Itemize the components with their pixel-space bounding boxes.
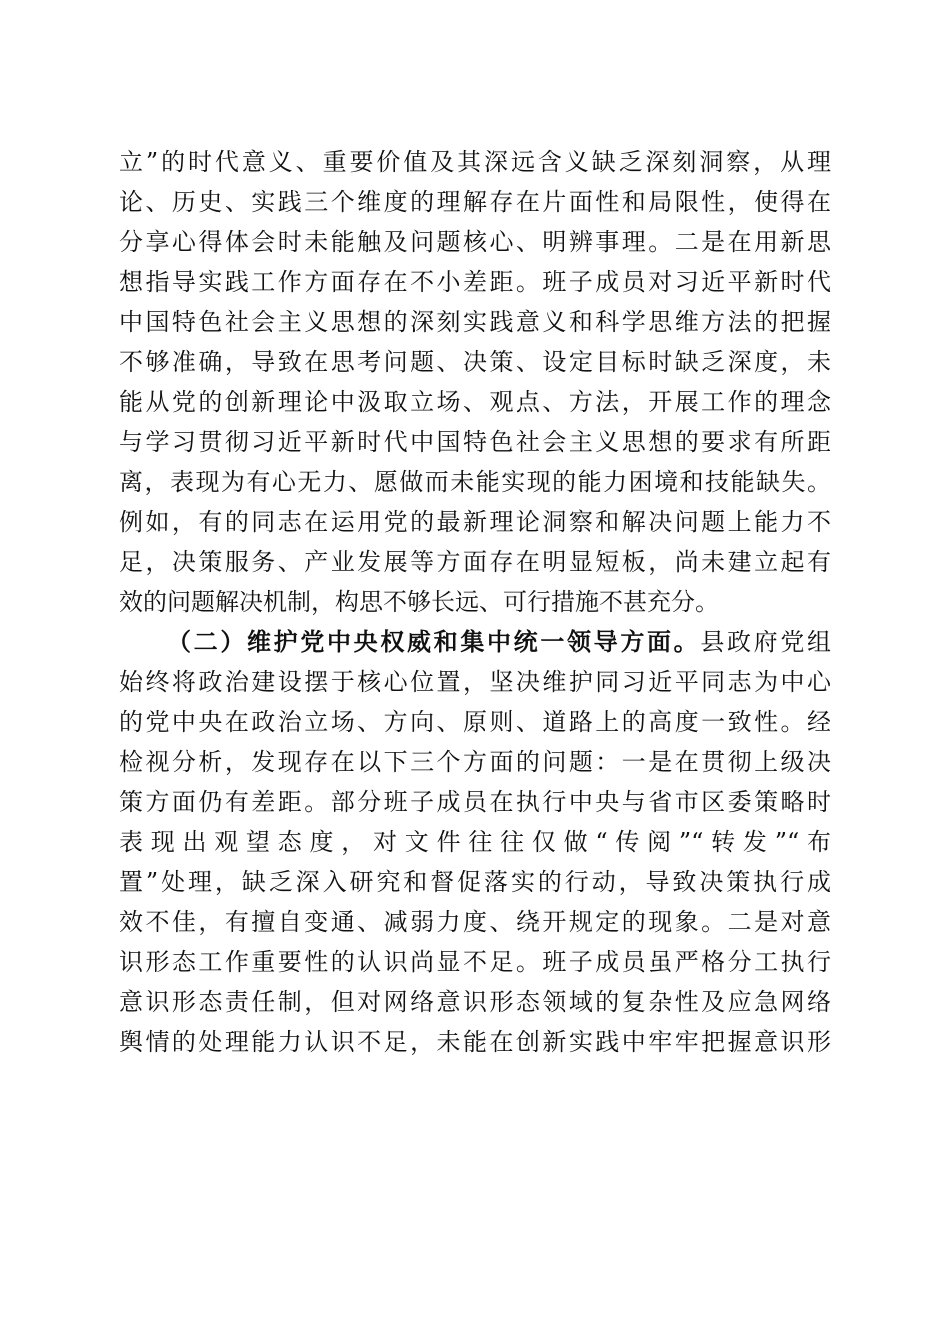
text-line: 策方面仍有差距。部分班子成员在执行中央与省市区委策略时 bbox=[119, 788, 831, 816]
text-line: 意识形态责任制，但对网络意识形态领域的复杂性及应急网络 bbox=[119, 988, 831, 1016]
text-line: 始终将政治建设摆于核心位置，坚决维护同习近平同志为中心 bbox=[119, 668, 831, 696]
text-line: 置”处理，缺乏深入研究和督促落实的行动，导致决策执行成 bbox=[119, 868, 831, 896]
text-line: 的党中央在政治立场、方向、原则、道路上的高度一致性。经 bbox=[119, 708, 831, 736]
text-line: 表现出观望态度，对文件往往仅做“传阅”“转发”“布 bbox=[119, 828, 831, 856]
text-line: 论、历史、实践三个维度的理解存在片面性和局限性，使得在 bbox=[119, 188, 831, 216]
text-line: 识形态工作重要性的认识尚显不足。班子成员虽严格分工执行 bbox=[119, 948, 831, 976]
text-line: 能从党的创新理论中汲取立场、观点、方法，开展工作的理念 bbox=[119, 388, 831, 416]
section-heading-line bbox=[119, 622, 831, 662]
text-span: 县政府党组 bbox=[700, 628, 832, 656]
text-line: 检视分析，发现存在以下三个方面的问题：一是在贯彻上级决 bbox=[119, 748, 831, 776]
text-line: 效不佳，有擅自变通、减弱力度、绕开规定的现象。二是对意 bbox=[119, 908, 831, 936]
paragraph-1 bbox=[119, 142, 831, 622]
document-body bbox=[119, 142, 831, 1062]
text-line: 离，表现为有心无力、愿做而未能实现的能力困境和技能缺失。 bbox=[119, 468, 831, 496]
text-line: 效的问题解决机制，构思不够长远、可行措施不甚充分。 bbox=[119, 588, 719, 616]
paragraph-2 bbox=[119, 622, 831, 1062]
text-line: 舆情的处理能力认识不足，未能在创新实践中牢牢把握意识形 bbox=[119, 1028, 831, 1056]
text-line: 与学习贯彻习近平新时代中国特色社会主义思想的要求有所距 bbox=[119, 428, 831, 456]
text-line: 想指导实践工作方面存在不小差距。班子成员对习近平新时代 bbox=[119, 268, 831, 296]
text-line: 足，决策服务、产业发展等方面存在明显短板，尚未建立起有 bbox=[119, 548, 831, 576]
section-heading: （二）维护党中央权威和集中统一领导方面。 bbox=[167, 627, 701, 656]
text-line: 例如，有的同志在运用党的最新理论洞察和解决问题上能力不 bbox=[119, 508, 831, 536]
text-line: 不够准确，导致在思考问题、决策、设定目标时缺乏深度，未 bbox=[119, 348, 831, 376]
text-line: 分享心得体会时未能触及问题核心、明辨事理。二是在用新思 bbox=[119, 228, 831, 256]
text-line: 中国特色社会主义思想的深刻实践意义和科学思维方法的把握 bbox=[119, 308, 831, 336]
text-line: 立”的时代意义、重要价值及其深远含义缺乏深刻洞察，从理 bbox=[119, 148, 831, 176]
